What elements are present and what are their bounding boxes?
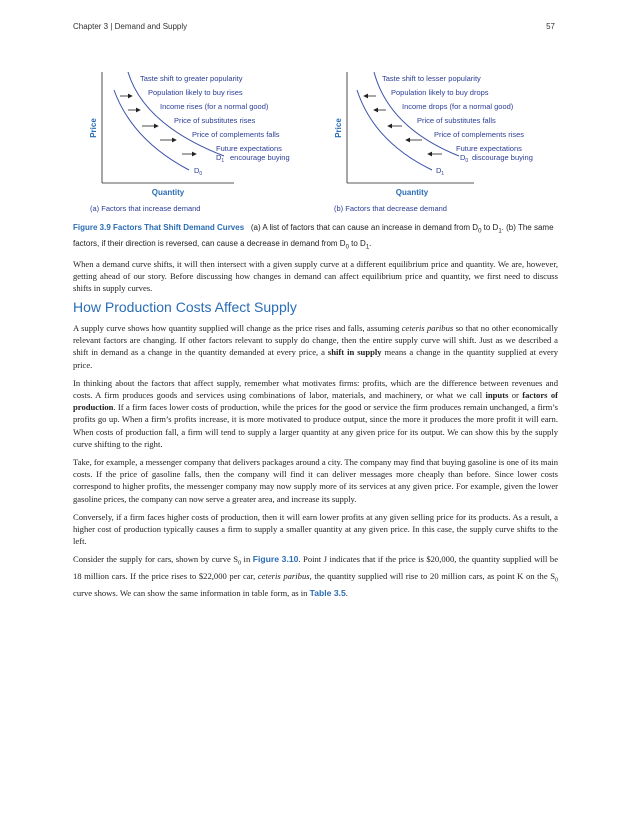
table-3-5-link[interactable]: Table 3.5 <box>309 588 346 599</box>
demand-shift-diagrams <box>84 70 554 220</box>
paragraph-cars-example: Consider the supply for cars, shown by curve $S_0$ in Figure 3.10. Point J indicates that if the price is $20,000, the quantity supplied will be 18 million cars. If the price rises to $22,000 per car, ceteris paribus, the quantity supplied will rise to 20 million cars, as point K on the $S_0$ curve shows. We can show the same information in table form, as in Table 3.5. <box>73 554 559 599</box>
running-header-chapter: Chapter 3 | Demand and Supply <box>73 22 188 31</box>
panel-b-factor-4: Price of substitutes falls <box>417 116 496 125</box>
panel-b-factor-1: Taste shift to lesser popularity <box>382 74 481 83</box>
panel-a-curve-d1 <box>128 72 224 156</box>
figure-3-9 <box>84 70 554 225</box>
panel-a-factor-4: Price of substitutes rises <box>174 116 256 125</box>
panel-b-subcaption: (b) Factors that decrease demand <box>334 204 447 213</box>
intro-paragraph-block <box>73 258 558 301</box>
panel-b <box>334 72 533 213</box>
paragraph-higher-costs: Conversely, if a firm faces higher costs of production, then it will earn lower profits at any given selling price for its products. As a result, a higher cost of production typically causes a firm to supply a smaller quantity at any given price. In this case, the supply curve shifts to the left. <box>73 511 558 547</box>
panel-a-factor-1: Taste shift to greater popularity <box>140 74 243 83</box>
term-shift-in-supply: shift in supply <box>327 347 382 358</box>
paragraph-demand-shift: When a demand curve shifts, it will then intersect with a given supply curve at a different equilibrium price and quantity. We are, however, getting ahead of our story. Before discussing how changes in demand can affect equilibrium price and quantity, we first need to discuss shifts in supply curves. <box>73 259 558 294</box>
caption-text: . <box>369 238 372 248</box>
caption-text: . (b) The same factors, if their direction is reversed, can cause a decrease in demand from D <box>73 223 554 248</box>
section-body <box>73 322 558 606</box>
panel-a-x-label: Quantity <box>151 188 185 197</box>
term-inputs: inputs <box>485 390 509 401</box>
panel-a-factor-3: Income rises (for a normal good) <box>160 102 269 111</box>
panel-b-factor-7: discourage buying <box>472 153 533 162</box>
paragraph-production-factors: In thinking about the factors that affect supply, remember what motivates firms: profits, which are the difference between revenues and costs. A firm produces goods and services using combinations of labor, materials, and machinery, or what we call inputs or factors of production. If a firm faces lower costs of production, while the prices for the good or service the firm produces remain unchanged, a firm’s profits go up. When a firm’s profits increase, it is more motivated to produce output, since the more it produces the more profit it will earn. When costs of production fall, a firm will tend to supply a larger quantity at any given price for its output. We can show this by the supply curve shifting to the right. <box>73 377 558 449</box>
caption-text: to D <box>348 238 366 248</box>
panel-b-factor-3: Income drops (for a normal good) <box>402 102 514 111</box>
caption-sub: 1 <box>365 244 370 251</box>
figure-3-10-link[interactable]: Figure 3.10 <box>252 554 299 565</box>
caption-sub: 0 <box>478 228 482 235</box>
panel-b-end-label: $D_0$ <box>460 153 469 164</box>
panel-a-end-label: $D_1$ <box>216 153 225 164</box>
term-factors-of-production: factors of production <box>73 390 558 413</box>
panel-a-factor-2: Population likely to buy rises <box>148 88 243 97</box>
panel-a-subcaption: (a) Factors that increase demand <box>90 204 201 213</box>
panel-a-factor-6: Future expectations <box>216 144 282 153</box>
panel-a-factor-7: encourage buying <box>230 153 290 162</box>
paragraph-supply-curve: A supply curve shows how quantity supplied will change as the price rises and falls, assuming ceteris paribus so that no other economically relevant factors are changing. If other factors relevant to supply do change, then the entire supply curve will shift. Just as we described a shift in demand as a change in the quantity demanded at every price, a shift in supply means a change in the quantity supplied at every price. <box>73 323 559 370</box>
figure-caption-title: Figure 3.9 Factors That Shift Demand Curves <box>73 223 245 232</box>
panel-a-curve-label: $D_0$ <box>194 166 203 177</box>
panel-a-factor-5: Price of complements falls <box>192 130 280 139</box>
page-number: 57 <box>546 22 555 31</box>
panel-b-factor-2: Population likely to buy drops <box>391 88 489 97</box>
caption-text: to D <box>481 223 499 232</box>
figure-caption <box>73 222 558 253</box>
panel-a-y-label: Price <box>89 118 98 138</box>
panel-a <box>89 72 290 213</box>
paragraph-messenger-example: Take, for example, a messenger company that delivers packages around a city. The company may find that buying gasoline is one of its main costs. If the price of gasoline falls, then the company will find it can deliver messages more cheaply than before. Since lower costs correspond to higher profits, the messenger company may now supply more of its services at any given price. For example, given the lower gasoline prices, the company can now serve a greater area, and increase its supply. <box>73 457 558 504</box>
panel-b-y-label: Price <box>334 118 343 138</box>
caption-sub: 0 <box>345 244 349 251</box>
panel-b-curve-d0 <box>374 72 459 156</box>
panel-b-factor-6: Future expectations <box>456 144 522 153</box>
panel-b-curve-label: $D_1$ <box>436 166 445 177</box>
panel-b-factor-5: Price of complements rises <box>434 130 525 139</box>
caption-text: (a) A list of factors that can cause an increase in demand from D <box>250 223 479 232</box>
caption-sub: 1 <box>498 228 502 235</box>
panel-b-x-label: Quantity <box>395 188 429 197</box>
section-heading: How Production Costs Affect Supply <box>73 299 297 315</box>
